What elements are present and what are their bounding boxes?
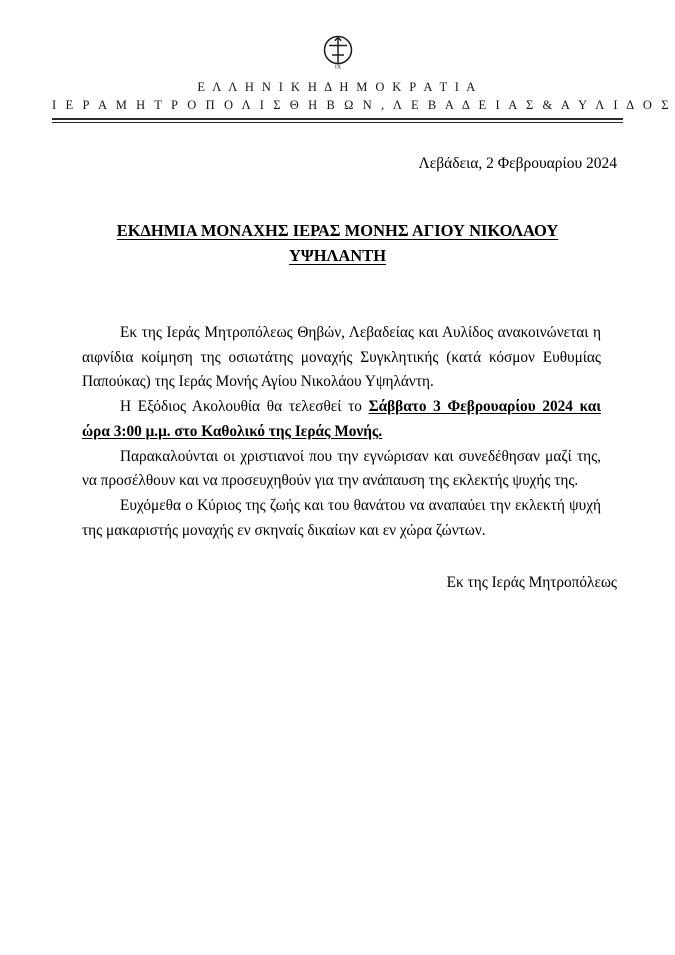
body-paragraph-2-lead: Η Εξόδιος Ακολουθία θα τελεσθεί το [120,398,369,416]
date-line: Λεβάδεια, 2 Φεβρουαρίου 2024 [418,155,617,173]
body-paragraph-4: Ευχόμεθα ο Κύριος της ζωής και του θανάτου να αναπαύει την εκλεκτή ψυχή της μακαριστής μοναχής εν σκηναίς δικαίων και εν χώρα ζώντων. [82,497,601,539]
letterhead [52,28,672,125]
orthodox-cross-crest-icon [317,28,359,72]
body-paragraph-1: Εκ της Ιεράς Μητροπόλεως Θηβών, Λεβαδείας και Αυλίδος ανακοινώνεται η αιφνίδια κοίμηση της οσιωτάτης μοναχής Συγκλητικής (κατά κόσμον Ευθυμίας Παπούκας) της Ιεράς Μονής Αγίου Νικολάου Υψηλάντη. [82,323,601,391]
svg-text:ΙΧ: ΙΧ [334,64,341,71]
page-title: ΕΚΔΗΜΙΑ ΜΟΝΑΧΗΣ ΙΕΡΑΣ ΜΟΝΗΣ ΑΓΙΟΥ ΝΙΚΟΛΑΟΥ ΥΨΗΛΑΝΤΗ [116,221,559,265]
letterhead-divider [52,118,623,125]
letterhead-line-2: Ι Ε Ρ Α Μ Η Τ Ρ Ο Π Ο Λ Ι Σ Θ Η Β Ω Ν , Λ Ε Β Α Δ Ε Ι Α Σ & Α Υ Λ Ι Δ Ο Σ [52,98,672,113]
body-paragraph-2 [82,395,601,445]
signature-line: Εκ της Ιεράς Μητροπόλεως [446,573,617,591]
divider-thin [52,122,623,123]
document-body [52,321,623,544]
funeral-details-emphasis: Σάββατο 3 Φεβρουαρίου 2024 και ώρα 3:00 μ.μ. στο Καθολικό της Ιεράς Μονής. [82,398,601,440]
divider-thick [52,118,623,120]
body-paragraph-3: Παρακαλούνται οι χριστιανοί που την εγνώρισαν και συνεδέθησαν μαζί της, να προσέλθουν και να προσευχηθούν για την ανάπαυση της εκλεκτής ψυχής της. [82,447,601,490]
letterhead-line-1: Ε Λ Λ Η Ν Ι Κ Η Δ Η Μ Ο Κ Ρ Α Τ Ι Α [197,80,478,94]
